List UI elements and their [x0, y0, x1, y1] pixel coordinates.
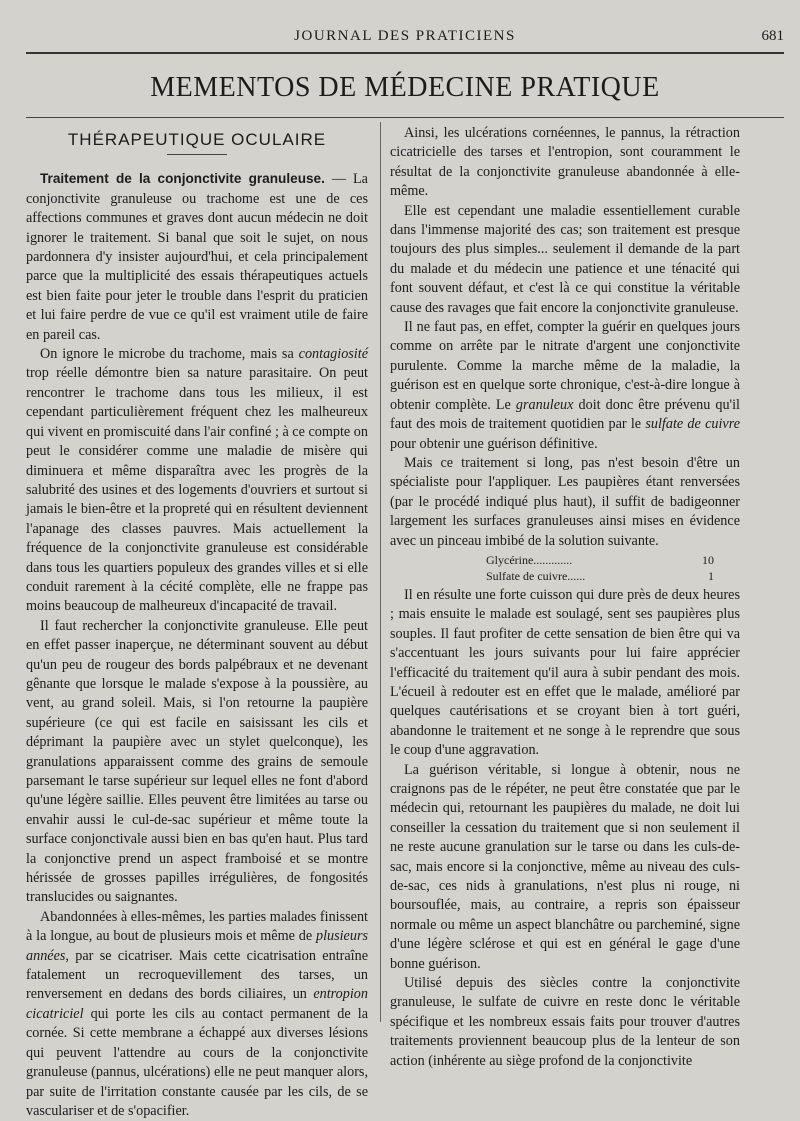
recipe-quantity: 1 [708, 568, 714, 583]
page-header [26, 28, 784, 50]
paragraph-text: doit donc être prévenu qu'il faut des mois de traitement quotidien par le [390, 396, 741, 433]
running-title: JOURNAL DES PRATICIENS [294, 28, 516, 44]
right-column [390, 124, 740, 1071]
paragraph: Il faut rechercher la conjonctivite granuleuse. Elle peut en effet passer inaperçue, ne déterminant souvent au début qu'un peu de rougeur des bords palpébraux et ne devenant gênante que lorsque le malade s'expose à la poussière, au vent, au grand soleil. Mais, si l'on retourne la paupière supérieure (ce qui est facile en saisissant les cils et déprimant la paupière avec un stylet quelconque), les granulations apparaissent comme des grains de semoule parsemant le tarse supérieur sur lequel elles ne font d'abord qu'une légère saillie. Elles peuvent être limitées au tarse ou envahir aussi le cul-de-sac supérieur et même toute la surface conjonctivale aussi bien en bas qu'en haut. Plus tard la conjonctive prend un aspect framboisé et se montre hérissée de grosses papilles irrégulières, de fongosités translucides ou saignantes. [26, 617, 368, 906]
paragraph: La guérison véritable, si longue à obtenir, nous ne craignons pas de le répéter, ne peut être constatée que par le médecin qui, retournant les paupières du malade, ne doit lui conseiller la cessation du traitement que si non seulement il ne reste aucune granulation sur le tarse ou dans les culs-de-sac, mais encore si la conjonctive, même au niveau des culs-de-sac, ces nids à granulations, n'est plus ni rouge, ni boursouflée, mais, au contraire, a repris son épaisseur normale ou même un aspect blanchâtre ou parcheminé, signe d'une légère sclérose et qui est en général le gage d'une bonne guérison. [390, 761, 740, 972]
recipe-ingredient: Glycérine............. [486, 552, 573, 567]
paragraph [26, 908, 368, 1121]
recipe-row [390, 552, 740, 568]
paragraph [390, 318, 740, 454]
paragraph: Mais ce traitement si long, pas n'est besoin d'être un spécialiste pour l'appliquer. Les paupières étant renversées (par le procédé indiqué plus haut), il suffit de badigeonner largement les surfaces granuleuses ainsi mises en évidence avec un pinceau imbibé de la solution suivante. [390, 454, 740, 549]
emphasis: granuleux [515, 396, 574, 413]
lead-heading: Traitement de la conjonctivite granuleuse. [40, 171, 325, 187]
column-divider [380, 122, 381, 1022]
page-title: MEMENTOS DE MÉDECINE PRATIQUE [150, 72, 660, 103]
recipe-ingredient: Sulfate de cuivre...... [486, 568, 586, 583]
section-title: THÉRAPEUTIQUE OCULAIRE [67, 130, 327, 149]
paragraph-text: — La conjonctivite granuleuse ou trachome est une de ces affections communes et graves dont aucun médecin ne doit ignorer le traitement. Si banal que soit le sujet, on nous pardonnera d'y insister aujourd'hui, et cela principalement parce que la multiplicité des essais thérapeutiques actuels est bien faite pour jeter le trouble dans l'esprit du praticien et lui faire perdre de vue ce qu'il est vraiment utile de faire en pareil cas. [26, 171, 368, 343]
header-rule [26, 52, 784, 54]
page-number: 681 [761, 28, 784, 44]
left-column [26, 124, 368, 1121]
paragraph [26, 169, 368, 345]
emphasis: contagiosité [298, 346, 368, 363]
paragraph-text: qui porte les cils au contact permanent de la cornée. Si cette membrane a échappé aux diverses lésions qui peuvent l'attendre au cours de la conjonctivite granuleuse (pannus, ulcérations) elle ne peut manquer alors, par suite de l'irritation constante causée par les cils, de se vasculariser et de s'opacifier. [26, 1005, 368, 1119]
paragraph: Elle est cependant une maladie essentiellement curable dans l'immense majorité des cas; son traitement est presque toujours des plus simples... seulement il demande de la part du malade et du médecin une patience et une ténacité qui font souvent défaut, et c'est là ce qui constitue la véritable cause des ravages que fait encore la conjonctivite granuleuse. [390, 202, 740, 316]
paragraph-text: Abandonnées à elles-mêmes, les parties malades finissent à la longue, au bout de plusieurs mois et même de [26, 908, 368, 945]
title-rule [26, 117, 784, 118]
recipe-row [390, 568, 740, 584]
paragraph-text: On ignore le microbe du trachome, mais sa [40, 346, 299, 363]
paragraph: Il en résulte une forte cuisson qui dure près de deux heures ; mais ensuite le malade est soulagé, sent ses paupières plus souples. Il faut profiter de cette sensation de bien être qui va s'accentuant les jours suivants pour lui faire apprécier l'efficacité du traitement qu'il aura à subir pendant des mois. L'écueil à redouter est en effet que le malade, amélioré par quelques cautérisations et se croyant bien à tort guéri, abandonne le traitement et ne songe à le reprendre que sous le coup d'une aggravation. [390, 586, 740, 759]
section-rule [167, 154, 227, 155]
paragraph-text: Il ne faut pas, en effet, compter la guérir en quelques jours comme on arrête par le nitrate d'argent une conjonctivite purulente. Comme la marche même de la maladie, la guérison est en quelque sorte chronique, c'est-à-dire longue à obtenir complète. Le [390, 319, 740, 413]
paragraph-text: , par se cicatriser. Mais cette cicatrisation entraîne fatalement un recroquevillement des tarses, un renversement en dedans des bords ciliaires, un [26, 947, 368, 1003]
paragraph-text: trop réelle démontre bien sa nature parasitaire. On peut rencontrer le trachome dans tous les milieux, il est cependant particulièrement fréquent chez les malheureux qui vivent en promiscuité dans l'air confiné ; à ce compte on peut le considérer comme une maladie de misère qui diminuera et même disparaîtra avec les progrès de la salubrité des usines et des logements d'ouvriers et surtout si jamais le bien-être et la propreté qui en résultent deviennent l'apanage des classes pauvres. Mais actuellement la fréquence de la conjonctivite granuleuse est considérable dans tous les quartiers populeux des grandes villes et si elle conduit rarement à la cécité complète, elle ne frappe pas moins beaucoup de malheureux d'incapacité de travail. [26, 365, 368, 615]
paragraph: Ainsi, les ulcérations cornéennes, le pannus, la rétraction cicatricielle des tarses et l'entropion, sont couramment le résultat de la conjonctivite granuleuse abandonnée à elle-même. [390, 125, 740, 200]
paragraph: Utilisé depuis des siècles contre la conjonctivite granuleuse, le sulfate de cuivre en reste donc le véritable spécifique et les nombreux essais faits pour trouver d'autres traitements proviennent beaucoup plus de la lenteur de son action (inhérente au siège profond de la conjonctivite [390, 975, 740, 1069]
emphasis: plusieurs années [26, 928, 368, 964]
emphasis: entropion cicatriciel [26, 986, 368, 1022]
recipe [390, 552, 740, 584]
paragraph-text: pour obtenir une guérison définitive. [390, 435, 598, 452]
emphasis: sulfate de cuivre [645, 416, 740, 433]
recipe-quantity: 10 [702, 552, 714, 567]
paragraph [26, 345, 368, 617]
